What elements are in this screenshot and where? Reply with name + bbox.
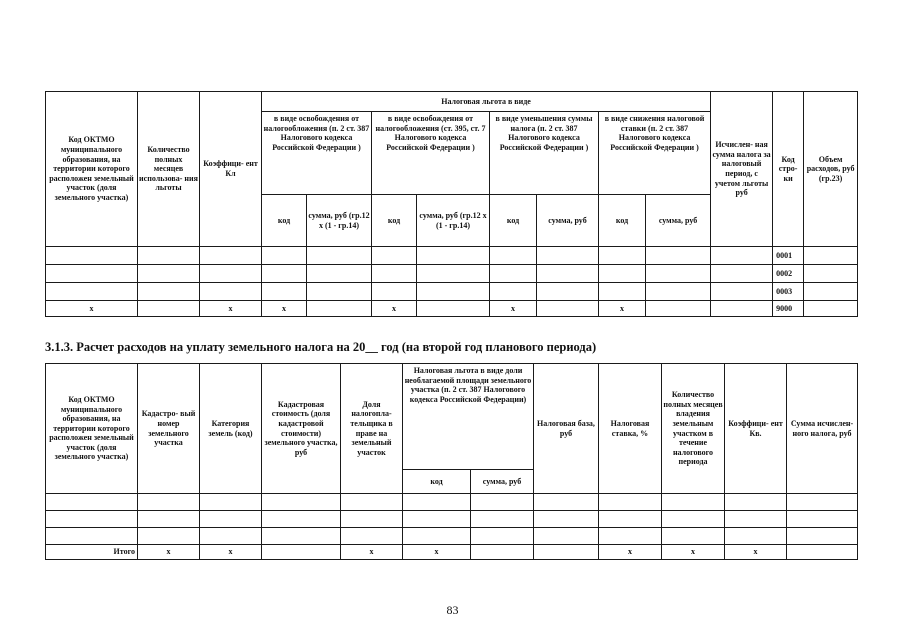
header-calculated-tax: Исчислен- ная сумма налога за налоговый период, с учетом льготы руб (711, 92, 773, 247)
x-mark: x (599, 545, 662, 560)
header-coefficient-kv: Коэффици- ент Кв. (725, 364, 787, 494)
header-land-category: Категория земель (код) (200, 364, 262, 494)
header-line-code: Код стро- ки (773, 92, 804, 247)
land-tax-table-2 (45, 363, 858, 560)
header-exemption-395: в виде освобождения от налогообложения (ст. 395, ст. 7 Налогового кодекса Российской Федерации ) (372, 112, 490, 195)
page-number: 83 (446, 603, 459, 617)
header-sum: сумма, руб (471, 470, 534, 494)
x-mark: x (46, 301, 138, 317)
table-row (46, 247, 858, 265)
header-sum: сумма, руб (646, 195, 711, 247)
header-taxpayer-share: Доля налогопла- тельщика в праве на земельный участок (341, 364, 403, 494)
table-row (46, 511, 858, 528)
header-months: Количество полных месяцев использова- ния льготы (138, 92, 200, 247)
x-mark: x (138, 545, 200, 560)
x-mark: x (599, 301, 646, 317)
line-code: 9000 (773, 301, 804, 317)
x-mark: x (262, 301, 307, 317)
header-oktmo: Код ОКТМО муниципального образования, на территории которого расположен земельный участок (доля земельного участка) (46, 92, 138, 247)
header-tax-rate: Налоговая ставка, % (599, 364, 662, 494)
header-coefficient-kl: Коэффици- ент Кл (200, 92, 262, 247)
x-mark: x (662, 545, 725, 560)
header-code: код (599, 195, 646, 247)
x-mark: x (490, 301, 537, 317)
table-row (46, 283, 858, 301)
header-benefit-group: Налоговая льгота в виде (262, 92, 711, 112)
line-code: 0002 (773, 265, 804, 283)
header-calculated-amount: Сумма исчислен- ного налога, руб (787, 364, 858, 494)
header-sum-formula: сумма, руб (гр.12 x (1 - гр.14) (307, 195, 372, 247)
header-area-benefit: Налоговая льгота в виде доли необлагаемой площади земельного участка (п. 2 ст. 387 Налогового кодекса Российской Федерации) (403, 364, 534, 470)
header-exemption-387: в виде освобождения от налогообложения (п. 2 ст. 387 Налогового кодекса Российской Федерации ) (262, 112, 372, 195)
header-code: код (372, 195, 417, 247)
header-rate-reduction: в виде снижения налоговой ставки (п. 2 ст. 387 Налогового кодекса Российской Федерации ) (599, 112, 711, 195)
x-mark: x (341, 545, 403, 560)
header-oktmo: Код ОКТМО муниципального образования, на территории которого расположен земельный участок (доля земельного участка) (46, 364, 138, 494)
x-mark: x (403, 545, 471, 560)
header-cadastral-value: Кадастровая стоимость (доля кадастровой стоимости) земельного участка, руб (262, 364, 341, 494)
header-ownership-months: Количество полных месяцев владения земельным участком в течение налогового периода (662, 364, 725, 494)
header-code: код (403, 470, 471, 494)
total-row (46, 545, 858, 560)
header-tax-base: Налоговая база, руб (534, 364, 599, 494)
x-mark: x (200, 301, 262, 317)
table-row (46, 301, 858, 317)
table-row (46, 528, 858, 545)
table-row (46, 494, 858, 511)
header-sum: сумма, руб (537, 195, 599, 247)
line-code: 0003 (773, 283, 804, 301)
section-title: 3.1.3. Расчет расходов на уплату земельного налога на 20__ год (на второй год планового периода) (45, 340, 597, 354)
x-mark: x (372, 301, 417, 317)
header-expense-volume: Объем расходов, руб (гр.23) (804, 92, 858, 247)
header-code: код (262, 195, 307, 247)
header-code: код (490, 195, 537, 247)
x-mark: x (725, 545, 787, 560)
table-row (46, 265, 858, 283)
tax-benefit-table-1 (45, 91, 858, 317)
header-tax-reduction: в виде уменьшения суммы налога (п. 2 ст. 387 Налогового кодекса Российской Федерации ) (490, 112, 599, 195)
total-label: Итого (46, 545, 138, 560)
header-cadastral-number: Кадастро- вый номер земельного участка (138, 364, 200, 494)
header-sum-formula: сумма, руб (гр.12 x (1 - гр.14) (417, 195, 490, 247)
line-code: 0001 (773, 247, 804, 265)
x-mark: x (200, 545, 262, 560)
